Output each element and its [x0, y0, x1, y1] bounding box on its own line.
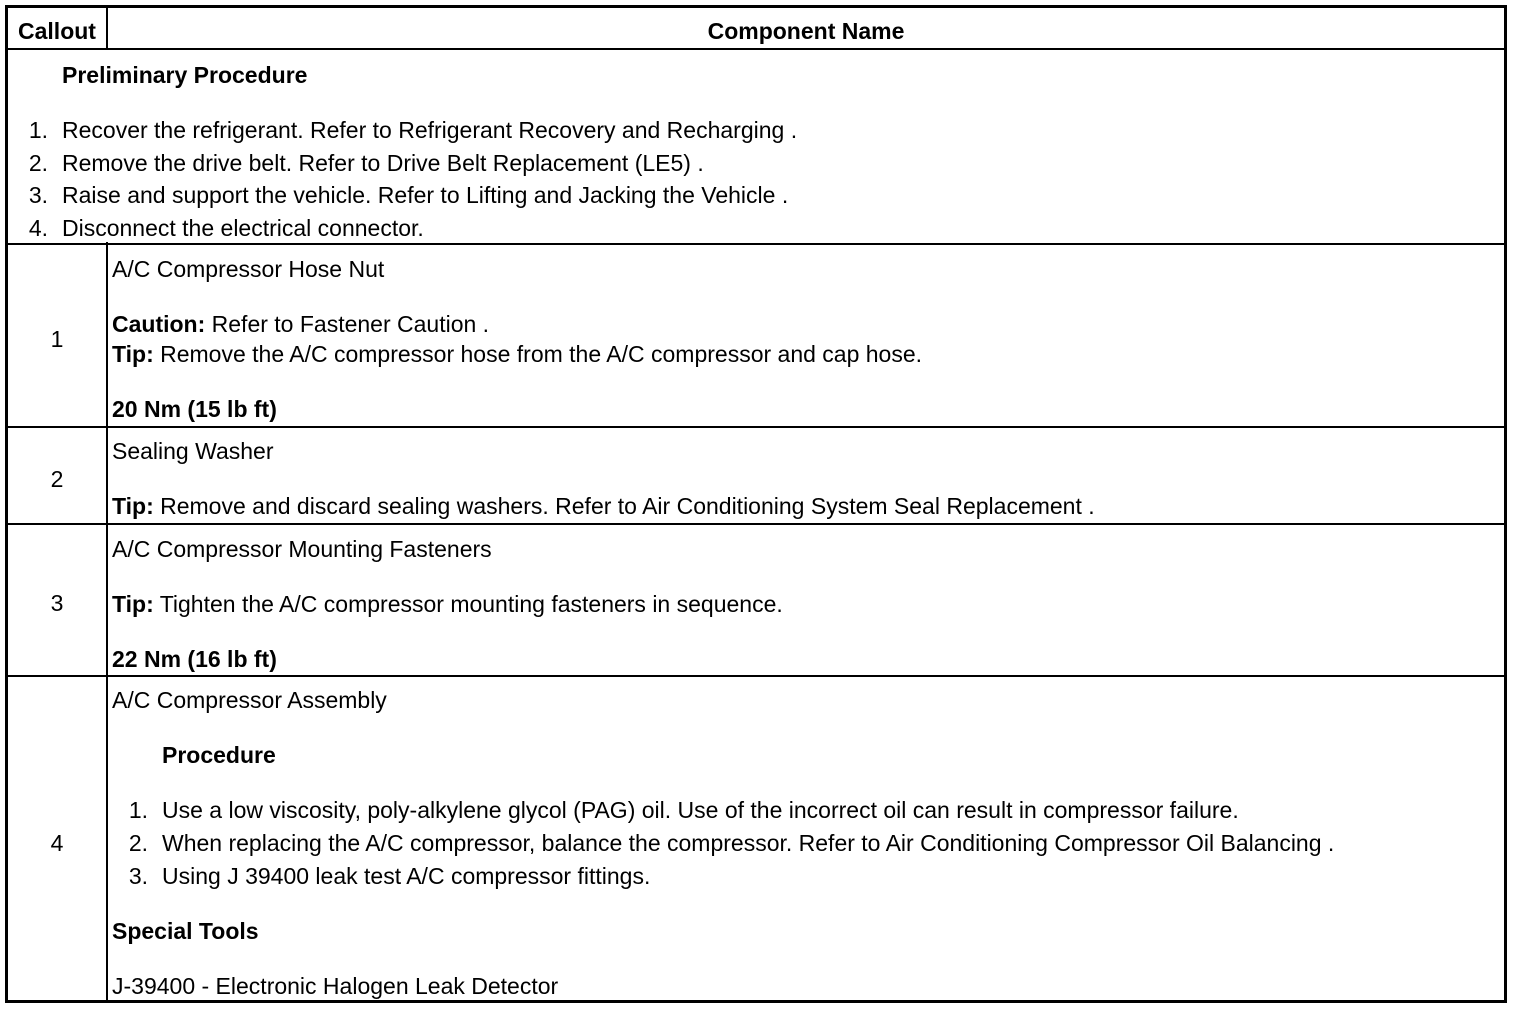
tip-note [112, 343, 922, 366]
step-number: 1. [28, 117, 48, 143]
tip-label: Tip: [112, 493, 154, 519]
preliminary-title: Preliminary Procedure [62, 62, 308, 88]
caution-label: Caution: [112, 311, 206, 337]
step-number: 2. [128, 830, 148, 856]
callout-number: 1 [50, 326, 64, 352]
caution-note [112, 313, 489, 336]
step-number: 3. [28, 182, 48, 208]
tip-text: Remove and discard sealing washers. Refer to Air Conditioning System Seal Replacement . [153, 493, 1095, 519]
callout-number: 2 [50, 466, 64, 492]
row-divider [8, 243, 1504, 245]
step-number: 3. [128, 863, 148, 889]
preliminary-section [8, 50, 1504, 242]
tip-text: Remove the A/C compressor hose from the A/C compressor and cap hose. [153, 341, 923, 367]
component-name: Sealing Washer [112, 438, 274, 464]
preliminary-step: Recover the refrigerant. Refer to Refrigerant Recovery and Recharging . [62, 117, 798, 143]
torque-spec: 20 Nm (15 lb ft) [112, 396, 277, 422]
special-tools-title: Special Tools [112, 918, 259, 944]
row-divider [8, 675, 1504, 677]
component-name: A/C Compressor Hose Nut [112, 256, 385, 282]
tip-label: Tip: [112, 341, 154, 367]
callout-number: 4 [50, 830, 64, 856]
component-table [5, 5, 1507, 1003]
torque-spec: 22 Nm (16 lb ft) [112, 646, 277, 672]
step-number: 4. [28, 215, 48, 241]
caution-text: Refer to Fastener Caution . [205, 311, 490, 337]
tip-label: Tip: [112, 591, 154, 617]
tip-note [112, 593, 783, 616]
step-number: 1. [128, 797, 148, 823]
header-component-name: Component Name [707, 18, 905, 44]
row-divider [8, 426, 1504, 428]
row-divider [8, 523, 1504, 525]
procedure-step: Use a low viscosity, poly-alkylene glycol (PAG) oil. Use of the incorrect oil can result in compressor failure. [162, 797, 1239, 823]
header-callout: Callout [18, 18, 96, 44]
callout-number: 3 [50, 590, 64, 616]
preliminary-step: Remove the drive belt. Refer to Drive Belt Replacement (LE5) . [62, 150, 704, 176]
special-tool-item: J-39400 - Electronic Halogen Leak Detector [112, 973, 559, 999]
component-name: A/C Compressor Mounting Fasteners [112, 536, 492, 562]
procedure-title: Procedure [162, 742, 276, 768]
step-number: 2. [28, 150, 48, 176]
procedure-step: Using J 39400 leak test A/C compressor fittings. [162, 863, 651, 889]
preliminary-step: Raise and support the vehicle. Refer to Lifting and Jacking the Vehicle . [62, 182, 789, 208]
tip-note [112, 495, 1095, 518]
component-name: A/C Compressor Assembly [112, 687, 387, 713]
preliminary-step: Disconnect the electrical connector. [62, 215, 424, 241]
tip-text: Tighten the A/C compressor mounting fasteners in sequence. [153, 591, 783, 617]
procedure-step: When replacing the A/C compressor, balance the compressor. Refer to Air Conditioning Compressor Oil Balancing . [162, 830, 1335, 856]
